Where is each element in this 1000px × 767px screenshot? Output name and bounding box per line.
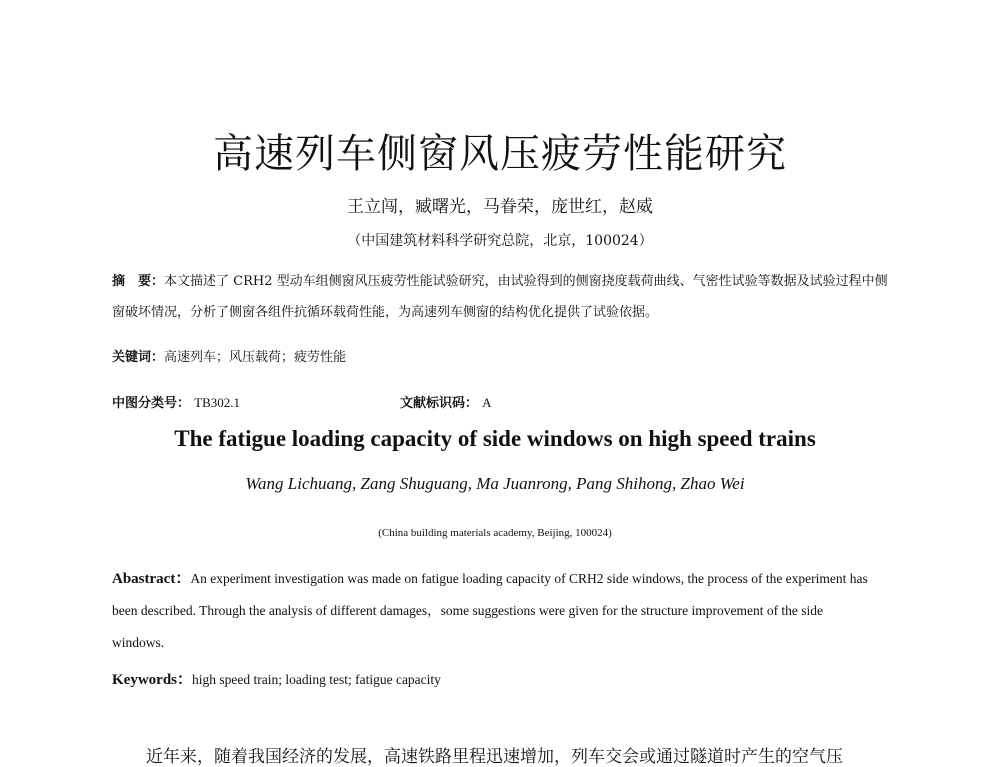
authors-en: Wang Lichuang, Zang Shuguang, Ma Juanrong, Pang Shihong, Zhao Wei	[245, 474, 745, 493]
keywords-cn-label: 关键词：	[112, 350, 165, 365]
classification-row	[112, 392, 812, 412]
abstract-cn-label: 摘 要：	[112, 274, 165, 289]
paper-title-cn: 高速列车侧窗风压疲劳性能研究	[213, 131, 787, 177]
classification-value: TB302.1	[194, 395, 241, 410]
keywords-en	[112, 668, 441, 689]
document-code-value: A	[482, 395, 492, 410]
keywords-cn-text: 高速列车；风压载荷；疲劳性能	[164, 350, 347, 365]
paper-title-en: The fatigue loading capacity of side windows on high speed trains	[174, 426, 816, 451]
authors-cn: 王立闯，臧曙光，马眷荣，庞世红，赵威	[347, 197, 653, 217]
abstract-cn-text: 本文描述了 CRH2 型动车组侧窗风压疲劳性能试验研究，由试验得到的侧窗挠度载荷曲线、气密性试验等数据及试验过程中侧窗破坏情况，分析了侧窗各组件抗循环载荷性能，为高速列车侧窗的结构优化提供了试验依据。	[112, 274, 888, 320]
keywords-cn	[112, 346, 346, 365]
classification-number	[112, 392, 240, 411]
abstract-en-label: Abastract：	[112, 571, 191, 587]
abstract-cn	[112, 266, 890, 328]
abstract-en	[112, 563, 872, 659]
keywords-en-label: Keywords：	[112, 672, 192, 688]
affiliation-cn: （中国建筑材料科学研究总院，北京，100024）	[347, 233, 653, 249]
document-code	[400, 392, 492, 411]
affiliation-en: (China building materials academy, Beijing, 100024)	[378, 527, 612, 539]
classification-label: 中图分类号：	[112, 396, 191, 411]
body-first-line: 近年来，随着我国经济的发展，高速铁路里程迅速增加，列车交会或通过隧道时产生的空气压	[146, 747, 843, 767]
document-code-label: 文献标识码：	[400, 396, 479, 411]
abstract-en-text: An experiment investigation was made on fatigue loading capacity of CRH2 side windows, the process of the experiment has been described. Through the analysis of different damages，some suggestions were given for the structure improvement of the side windows.	[112, 571, 868, 650]
keywords-en-text: high speed train; loading test; fatigue capacity	[192, 672, 441, 687]
